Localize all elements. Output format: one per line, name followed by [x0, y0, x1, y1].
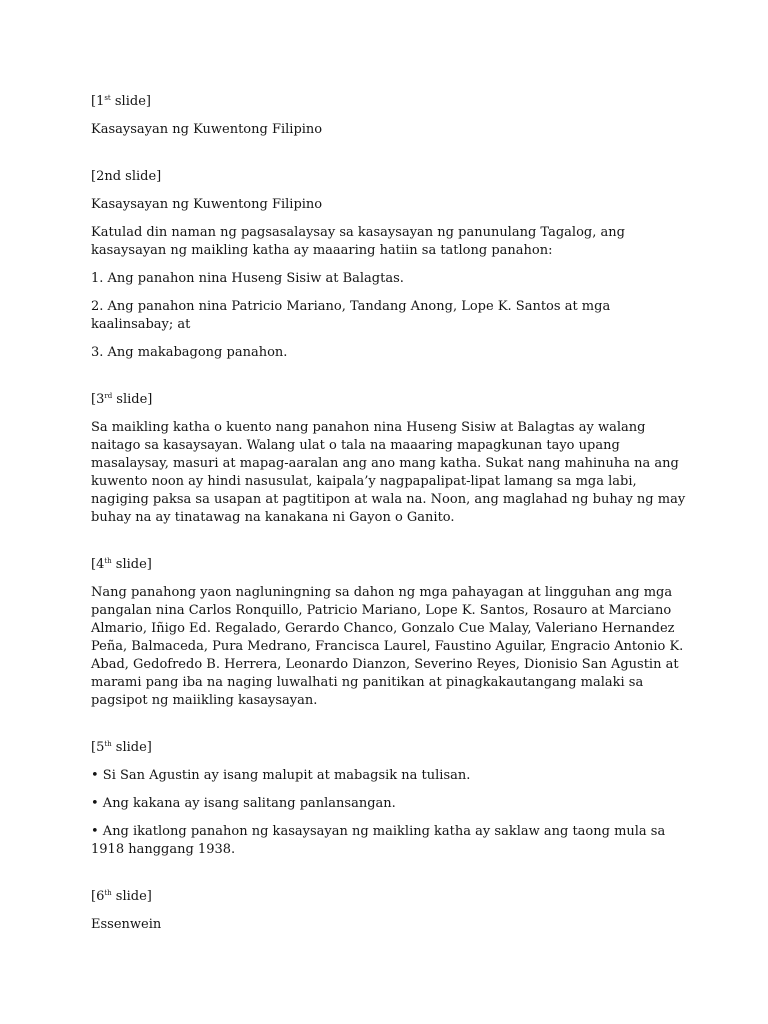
slide-section-4: [91, 556, 687, 710]
list-item: 2. Ang panahon nina Patricio Mariano, Tandang Anong, Lope K. Santos at mga kaalinsabay; at: [91, 299, 611, 332]
bullet-item: • Si San Agustin ay isang malupit at mabagsik na tulisan.: [91, 768, 471, 783]
slide-heading: [1st slide]: [91, 94, 151, 109]
paragraph: Katulad din naman ng pagsasalaysay sa kasaysayan ng panunulang Tagalog, ang kasaysayan ng maikling katha ay maaaring hatiin sa tatlong panahon:: [91, 225, 625, 258]
slide-title: Kasaysayan ng Kuwentong Filipino: [91, 122, 323, 137]
slide-section-3: [91, 391, 687, 527]
slide-section-5: [91, 739, 687, 859]
slide-section-2: [91, 168, 687, 362]
slide-section-6: [91, 888, 687, 934]
bullet-item: • Ang ikatlong panahon ng kasaysayan ng maikling katha ay saklaw ang taong mula sa 1918 hanggang 1938.: [91, 824, 666, 857]
paragraph: Nang panahong yaon nagluningning sa dahon ng mga pahayagan at lingguhan ang mga pangalan nina Carlos Ronquillo, Patricio Mariano, Lope K. Santos, Rosauro at Marciano Almario, Iñigo Ed. Regalado, Gerardo Chanco, Gonzalo Cue Malay, Valeriano Hernandez Peña, Balmaceda, Pura Medrano, Francisca Laurel, Faustino Aguilar, Engracio Antonio K. Abad, Gedofredo B. Herrera, Leonardo Dianzon, Severino Reyes, Dionisio San Agustin at marami pang iba na naging luwalhati ng panitikan at pinagkakautangang malaki sa pagsipot ng maiikling kasaysayan.: [91, 585, 684, 708]
slide-heading: [2nd slide]: [91, 169, 162, 184]
slide-heading: [4th slide]: [91, 557, 152, 572]
slide-heading: [3rd slide]: [91, 392, 153, 407]
list-item: 3. Ang makabagong panahon.: [91, 345, 288, 360]
slide-heading: [5th slide]: [91, 740, 152, 755]
slide-title: Kasaysayan ng Kuwentong Filipino: [91, 197, 323, 212]
paragraph: Sa maikling katha o kuento nang panahon nina Huseng Sisiw at Balagtas ay walang naitago sa kasaysayan. Walang ulat o tala na maaaring mapagkunan tayo upang masalaysay, masuri at mapag-aaralan ang ano mang katha. Sukat nang mahinuha na ang kuwento noon ay hindi nasusulat, kaipala’y nagpapalipat-lipat lamang sa mga labi, nagiging paksa sa usapan at pagtitipon at wala na. Noon, ang maglahad ng buhay ng may buhay na ay tinatawag na kanakana ni Gayon o Ganito.: [91, 420, 686, 525]
bullet-item: • Ang kakana ay isang salitang panlansangan.: [91, 796, 396, 811]
list-item: 1. Ang panahon nina Huseng Sisiw at Balagtas.: [91, 271, 404, 286]
document-body: [91, 93, 687, 934]
slide-section-1: [91, 93, 687, 139]
slide-title: Essenwein: [91, 917, 162, 932]
slide-heading: [6th slide]: [91, 889, 152, 904]
